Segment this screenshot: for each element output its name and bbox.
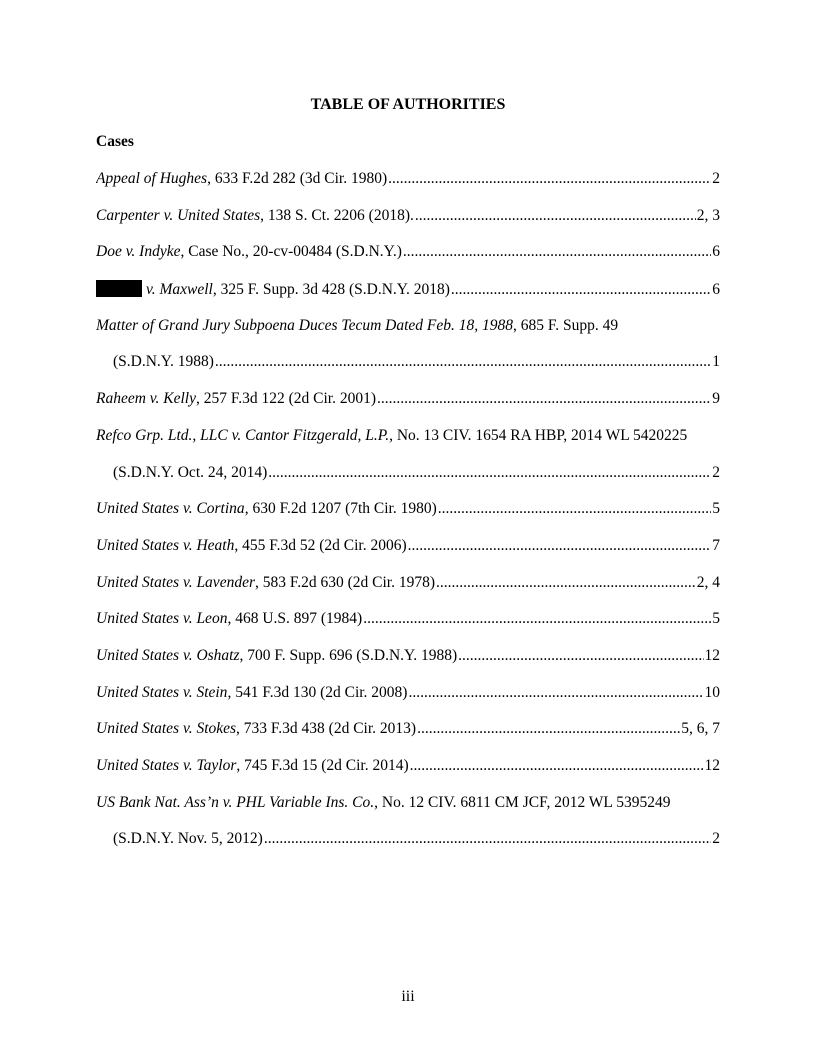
- case-reporter: , 733 F.3d 438 (2d Cir. 2013): [236, 720, 417, 738]
- dot-leader: [363, 610, 711, 628]
- case-reporter: , 685 F. Supp. 49: [513, 316, 619, 334]
- page-reference: 2, 3: [696, 206, 720, 224]
- case-reporter: , 325 F. Supp. 3d 428 (S.D.N.Y. 2018): [212, 281, 450, 299]
- toa-entry-line: [96, 427, 720, 464]
- dot-leader: [451, 281, 711, 299]
- dot-leader: [388, 170, 711, 188]
- dot-leader: [215, 353, 711, 371]
- toa-entry-line: [96, 684, 720, 721]
- page-reference: 12: [704, 646, 720, 664]
- case-citation: [96, 537, 407, 555]
- case-reporter: , 745 F.3d 15 (2d Cir. 2014): [236, 757, 409, 774]
- case-name: United States v. Cortina: [96, 500, 245, 518]
- case-citation: [96, 720, 416, 738]
- case-name: Carpenter v. United States: [96, 206, 261, 224]
- toa-entry-line: [96, 537, 720, 574]
- toa-entry-line: [96, 207, 720, 244]
- case-reporter: , No. 13 CIV. 1654 RA HBP, 2014 WL 5420225: [389, 426, 688, 444]
- case-citation: [96, 207, 414, 225]
- case-reporter: , 633 F.2d 282 (3d Cir. 1980): [207, 170, 388, 187]
- page-reference: 1: [712, 353, 720, 371]
- toa-entry-line: [96, 170, 720, 207]
- authorities-list: [96, 170, 720, 867]
- page-reference: 7: [712, 536, 720, 554]
- citation-continuation: (S.D.N.Y. 1988): [113, 353, 214, 371]
- toa-entry-line: [96, 830, 720, 867]
- dot-leader: [438, 500, 711, 518]
- page-reference: 2: [712, 170, 720, 187]
- case-citation: [96, 280, 450, 299]
- toa-entry-line: [96, 647, 720, 684]
- toa-entry-line: [96, 390, 720, 427]
- case-reporter: , 700 F. Supp. 696 (S.D.N.Y. 1988): [239, 646, 458, 664]
- case-name: United States v. Lavender: [96, 573, 255, 591]
- toa-entry-line: [96, 317, 720, 354]
- citation-continuation: (S.D.N.Y. Oct. 24, 2014): [113, 463, 268, 481]
- dot-leader: [417, 720, 680, 738]
- case-citation: [96, 647, 457, 665]
- case-name: Appeal of Hughes: [96, 170, 208, 187]
- case-name: v. Maxwell: [146, 281, 213, 299]
- case-name: Doe v. Indyke: [96, 243, 181, 261]
- redaction-box: [96, 280, 142, 297]
- case-name: United States v. Heath: [96, 536, 235, 554]
- case-citation: [96, 500, 437, 518]
- dot-leader: [408, 537, 712, 555]
- case-citation: [96, 610, 362, 628]
- dot-leader: [436, 574, 696, 592]
- case-reporter: , 583 F.2d 630 (2d Cir. 1978): [254, 573, 436, 591]
- case-name: Matter of Grand Jury Subpoena Duces Tecum Dated Feb. 18, 1988: [96, 316, 514, 334]
- toa-entry-line: [96, 794, 720, 831]
- page-number: iii: [401, 988, 415, 1005]
- toa-entry-line: [96, 464, 720, 501]
- dot-leader: [403, 243, 711, 261]
- case-reporter: , 455 F.3d 52 (2d Cir. 2006): [234, 536, 407, 554]
- page-reference: 9: [712, 390, 720, 408]
- case-reporter: , 468 U.S. 897 (1984): [227, 610, 363, 628]
- case-name: US Bank Nat. Ass’n v. PHL Variable Ins. Co.: [96, 793, 375, 811]
- case-reporter: , Case No., 20-cv-00484 (S.D.N.Y.): [180, 243, 402, 261]
- case-reporter: , 541 F.3d 130 (2d Cir. 2008): [227, 683, 408, 701]
- toa-entry-line: [96, 353, 720, 390]
- case-citation: [96, 574, 435, 592]
- case-name: Refco Grp. Ltd., LLC v. Cantor Fitzgerald, L.P.: [96, 426, 390, 444]
- case-name: Raheem v. Kelly: [96, 390, 196, 408]
- case-reporter: , No. 12 CIV. 6811 CM JCF, 2012 WL 5395249: [374, 793, 671, 811]
- citation-continuation: (S.D.N.Y. Nov. 5, 2012): [113, 830, 263, 848]
- dot-leader: [415, 207, 696, 225]
- page-reference: 10: [704, 683, 720, 701]
- page-reference: 5, 6, 7: [681, 720, 720, 738]
- case-citation: [96, 317, 618, 335]
- case-name: United States v. Stokes: [96, 720, 237, 738]
- dot-leader: [410, 757, 704, 775]
- dot-leader: [268, 464, 711, 482]
- page-reference: 2, 4: [696, 573, 720, 591]
- page-reference: 6: [712, 281, 720, 299]
- page-reference: 5: [712, 500, 720, 518]
- toa-entry-line: [96, 243, 720, 280]
- case-citation: [96, 390, 376, 408]
- toa-entry-line: [96, 574, 720, 611]
- dot-leader: [458, 647, 703, 665]
- case-name: United States v. Leon: [96, 610, 228, 628]
- case-citation: [96, 757, 409, 775]
- page-reference: 2: [712, 463, 720, 481]
- case-reporter: , 630 F.2d 1207 (7th Cir. 1980): [244, 500, 437, 518]
- case-reporter: , 257 F.3d 122 (2d Cir. 2001): [196, 390, 377, 408]
- case-name: United States v. Taylor: [96, 757, 237, 774]
- section-heading: Cases: [96, 133, 134, 150]
- dot-leader: [408, 684, 703, 702]
- case-name: United States v. Oshatz: [96, 646, 240, 664]
- toa-entry-line: [96, 720, 720, 757]
- case-citation: [96, 427, 687, 445]
- page-reference: 2: [712, 830, 720, 848]
- toa-entry-line: [96, 500, 720, 537]
- case-citation: [96, 170, 387, 188]
- case-name: United States v. Stein: [96, 683, 228, 701]
- case-reporter: , 138 S. Ct. 2206 (2018).: [260, 206, 414, 224]
- page-title: TABLE OF AUTHORITIES: [310, 96, 506, 113]
- toa-entry-line: [96, 757, 720, 794]
- dot-leader: [264, 830, 711, 848]
- dot-leader: [377, 390, 711, 408]
- case-citation: [96, 684, 407, 702]
- toa-entry-line: [96, 280, 720, 317]
- page-reference: 5: [712, 610, 720, 628]
- page-reference: 6: [712, 243, 720, 261]
- case-citation: [96, 794, 670, 812]
- case-citation: [96, 243, 402, 261]
- page-reference: 12: [704, 757, 720, 774]
- toa-entry-line: [96, 610, 720, 647]
